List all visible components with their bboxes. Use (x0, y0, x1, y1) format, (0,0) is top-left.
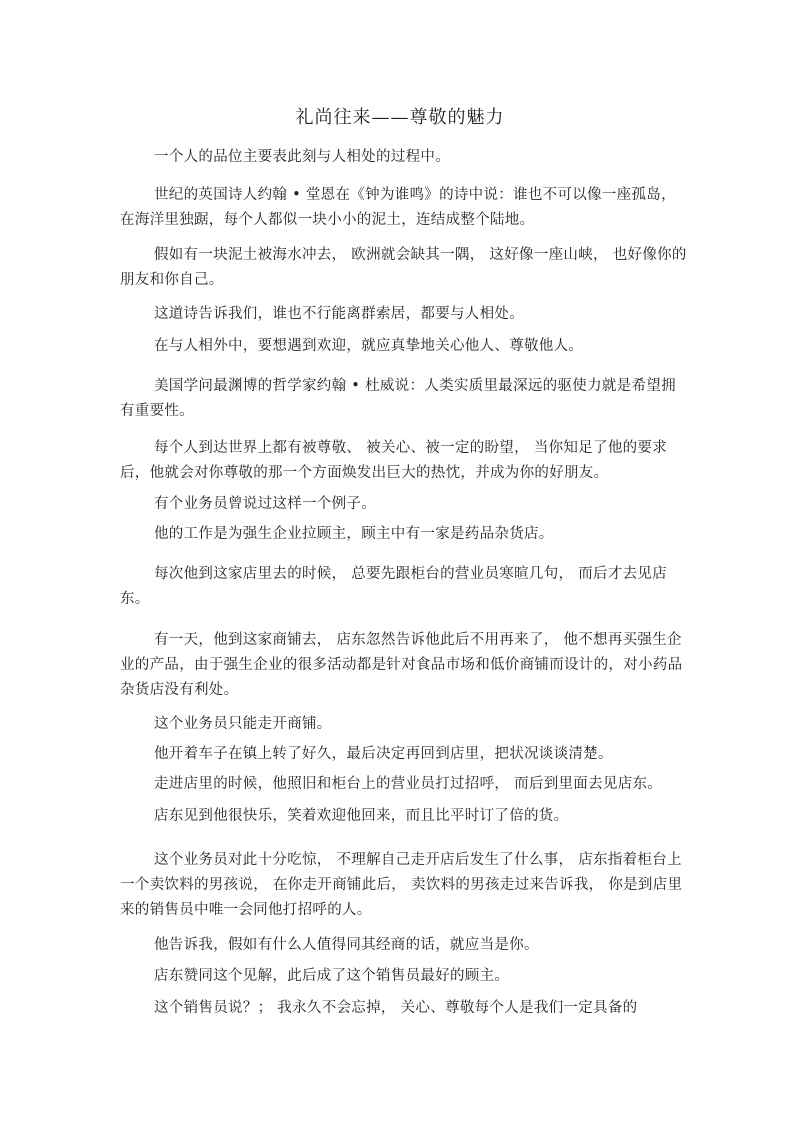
paragraph-10: 每次他到这家店里去的时候， 总要先跟柜台的营业员寒暄几句， 而后才去见店东。 (120, 566, 668, 607)
paragraph-18: 店东赞同这个见解，此后成了这个销售员最好的顾主。 (154, 968, 510, 984)
paragraph-1: 一个人的品位主要表此刻与人相处的过程中。 (154, 149, 450, 165)
paragraph-5: 在与人相外中，要想遇到欢迎，就应真挚地关心他人、尊敬他人。 (154, 338, 584, 354)
document-title: 礼尚往来——尊敬的魅力 (295, 107, 505, 128)
paragraph-3: 假如有一块泥土被海水冲去， 欧洲就会缺其一隅， 这好像一座山峡， 也好像你的朋友和你自己。 (120, 247, 687, 288)
paragraph-17: 他告诉我，假如有什么人值得同其经商的话，就应当是你。 (154, 937, 539, 953)
paragraph-2: 世纪的英国诗人约翰 • 堂恩在《钟为谁鸣》的诗中说：谁也不可以像一座孤岛，在海洋里独踞，每个人都似一块小小的泥土，连结成整个陆地。 (120, 187, 676, 228)
paragraph-11: 有一天，他到这家商铺去， 店东忽然告诉他此后不用再来了， 他不想再买强生企业的产品，由于强生企业的很多活动都是针对食品市场和低价商铺而设计的，对小药品杂货店没有利处。 (120, 632, 683, 698)
paragraph-14: 走进店里的时候，他照旧和柜台上的营业员打过招呼， 而后到里面去见店东。 (154, 776, 663, 792)
paragraph-12: 这个业务员只能走开商铺。 (154, 716, 332, 732)
paragraph-13: 他开着车子在镇上转了好久，最后决定再回到店里，把状况谈谈清楚。 (154, 746, 613, 762)
paragraph-8: 有个业务员曾说过这样一个例子。 (154, 496, 376, 512)
paragraph-9: 他的工作是为强生企业拉顾主，顾主中有一家是药品杂货店。 (154, 526, 554, 542)
paragraph-6: 美国学问最渊博的哲学家约翰 • 杜威说：人类实质里最深远的驱使力就是希望拥有重要性。 (120, 378, 676, 419)
paragraph-4: 这道诗告诉我们，谁也不行能离群索居，都要与人相处。 (154, 306, 524, 322)
paragraph-7: 每个人到达世界上都有被尊敬、 被关心、被一定的盼望， 当你知足了他的要求后，他就会对你尊敬的那一个方面焕发出巨大的热忱，并成为你的好朋友。 (120, 440, 668, 481)
paragraph-19: 这个销售员说？； 我永久不会忘掉， 关心、尊敬每个人是我们一定具备的 (154, 1000, 638, 1016)
paragraph-15: 店东见到他很快乐，笑着欢迎他回来，而且比平时订了倍的货。 (154, 808, 569, 824)
paragraph-16: 这个业务员对此十分吃惊， 不理解自己走开店后发生了什么事， 店东指着柜台上一个卖饮料的男孩说， 在你走开商铺此后， 卖饮料的男孩走过来告诉我， 你是到店里来的销售员中唯一会同他打招呼的人。 (120, 852, 683, 918)
